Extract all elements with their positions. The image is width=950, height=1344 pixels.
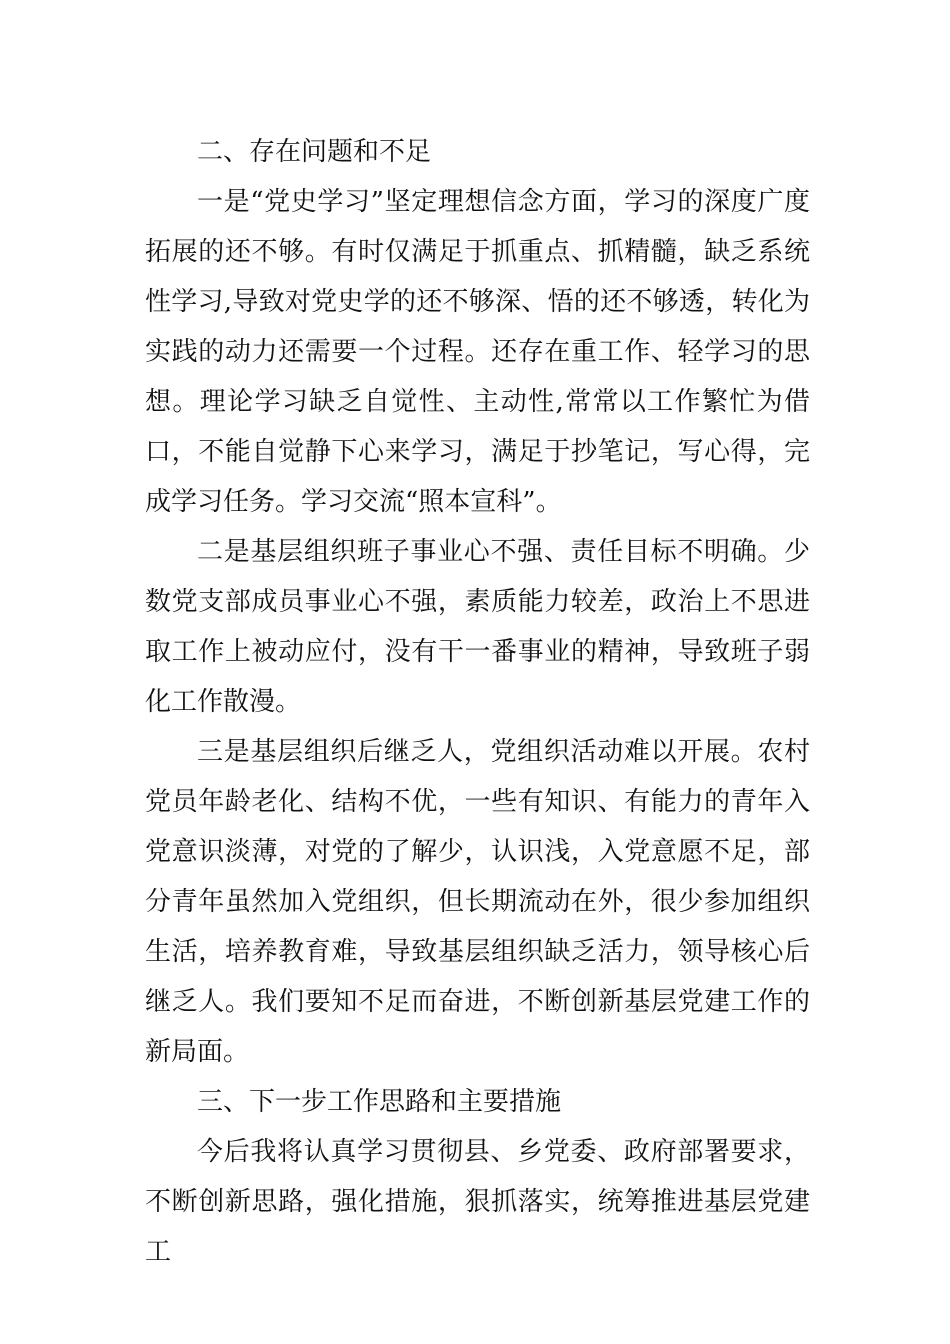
- paragraph-team-responsibility: 二是基层组织班子事业心不强、责任目标不明确。少数党支部成员事业心不强，素质能力较差，政治上不思进取工作上被动应付，没有干一番事业的精神，导致班子弱化工作散漫。: [145, 537, 810, 717]
- section-heading-next-steps: 三、下一步工作思路和主要措施: [197, 1087, 562, 1117]
- paragraph-future-plan: 今后我将认真学习贯彻县、乡党委、政府部署要求，不断创新思路，强化措施，狠抓落实，统筹推进基层党建工: [145, 1137, 810, 1267]
- paragraph-succession: 三是基层组织后继乏人，党组织活动难以开展。农村党员年龄老化、结构不优，一些有知识、有能力的青年入党意识淡薄，对党的了解少，认识浅，入党意愿不足，部分青年虽然加入党组织，但长期流动在外，很少参加组织生活，培养教育难，导致基层组织缺乏活力，领导核心后继乏人。我们要知不足而奋进，不断创新基层党建工作的新局面。: [145, 737, 810, 1067]
- document-body: [145, 127, 810, 1277]
- paragraph-party-history-study: 一是“党史学习”坚定理想信念方面，学习的深度广度拓展的还不够。有时仅满足于抓重点、抓精髓，缺乏系统性学习,导致对党史学的还不够深、悟的还不够透，转化为实践的动力还需要一个过程。还存在重工作、轻学习的思想。理论学习缺乏自觉性、主动性,常常以工作繁忙为借口，不能自觉静下心来学习，满足于抄笔记，写心得，完成学习任务。学习交流“照本宣科”。: [145, 187, 810, 517]
- section-heading-problems: 二、存在问题和不足: [197, 137, 432, 167]
